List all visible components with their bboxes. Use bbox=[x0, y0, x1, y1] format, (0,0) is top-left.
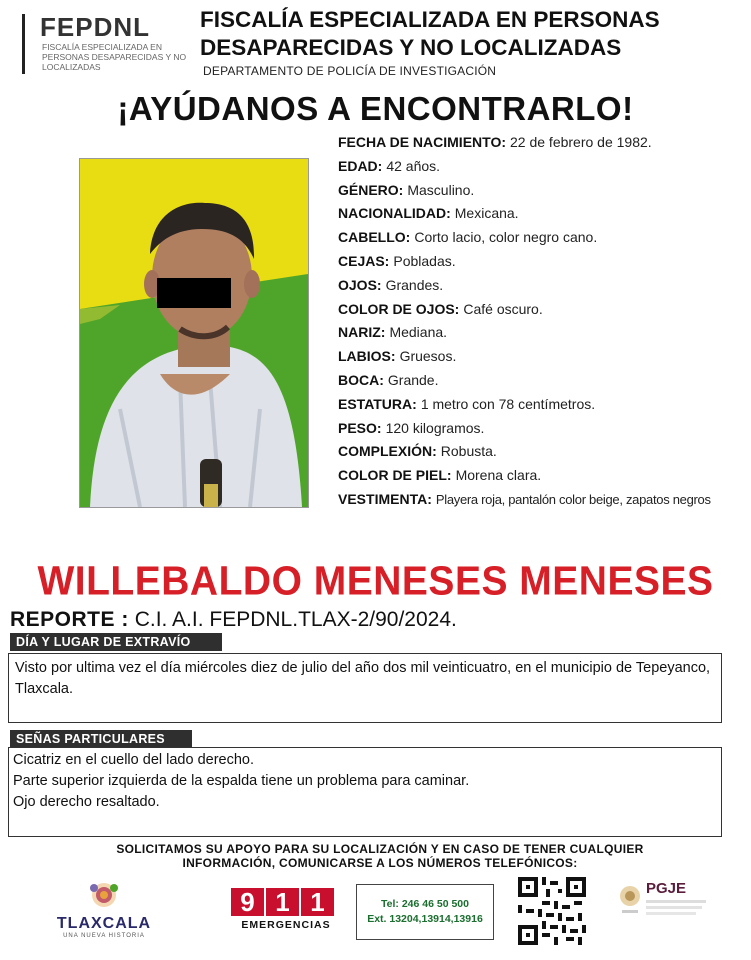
marks-label: SEÑAS PARTICULARES bbox=[10, 730, 192, 748]
mark-line: Cicatriz en el cuello del lado derecho. bbox=[13, 752, 254, 768]
pgje-word: PGJE bbox=[646, 880, 687, 897]
person-photo-illustration bbox=[80, 159, 308, 507]
pgje-logo bbox=[618, 880, 718, 936]
detail-eyebrows: CEJAS: Pobladas. bbox=[338, 252, 456, 269]
emergency-digit: 1 bbox=[266, 888, 299, 916]
emergency-digit: 1 bbox=[301, 888, 334, 916]
disappearance-label: DÍA Y LUGAR DE EXTRAVÍO bbox=[10, 633, 222, 651]
contact-request-line1: SOLICITAMOS SU APOYO PARA SU LOCALIZACIÓN Y EN CASO DE TENER CUALQUIER bbox=[116, 842, 644, 856]
contact-request-line2: INFORMACIÓN, COMUNICARSE A LOS NÚMEROS TELEFÓNICOS: bbox=[182, 856, 578, 870]
tlaxcala-tagline: UNA NUEVA HISTORIA bbox=[63, 933, 145, 939]
emergency-digit: 9 bbox=[231, 888, 264, 916]
detail-lips: LABIOS: Gruesos. bbox=[338, 348, 457, 365]
headline: ¡AYÚDANOS A ENCONTRARLO! bbox=[117, 90, 634, 127]
logo-divider bbox=[22, 14, 25, 74]
mark-line: Ojo derecho resaltado. bbox=[13, 794, 160, 810]
emergency-word: EMERGENCIAS bbox=[241, 919, 331, 931]
detail-nationality: NACIONALIDAD: Mexicana. bbox=[338, 205, 519, 222]
qr-code-icon bbox=[518, 877, 586, 945]
logo-subtitle: FISCALÍA ESPECIALIZADA EN PERSONAS DESAPARECIDAS Y NO LOCALIZADAS bbox=[42, 42, 187, 72]
detail-nose: NARIZ: Mediana. bbox=[338, 324, 448, 341]
agency-header bbox=[200, 6, 740, 62]
mark-line: Parte superior izquierda de la espalda tiene un problema para caminar. bbox=[13, 773, 470, 789]
detail-skin-color: COLOR DE PIEL: Morena clara. bbox=[338, 467, 542, 484]
detail-weight: PESO: 120 kilogramos. bbox=[338, 419, 485, 436]
report-label: REPORTE : bbox=[10, 608, 129, 631]
report-value: C.I. A.I. FEPDNL.TLAX-2/90/2024. bbox=[134, 608, 457, 631]
logo-title: FEPDNL bbox=[40, 12, 150, 42]
person-photo bbox=[79, 158, 309, 508]
detail-gender: GÉNERO: Masculino. bbox=[338, 181, 475, 198]
detail-eye-color: COLOR DE OJOS: Café oscuro. bbox=[338, 300, 543, 317]
detail-age: EDAD: 42 años. bbox=[338, 157, 441, 174]
agency-header-line2: DESAPARECIDAS Y NO LOCALIZADAS bbox=[200, 35, 622, 60]
phone-extensions: Ext. 13204,13914,13916 bbox=[367, 913, 483, 925]
detail-build: COMPLEXIÓN: Robusta. bbox=[338, 443, 497, 460]
phone-box bbox=[356, 884, 494, 940]
tlaxcala-word: TLAXCALA bbox=[56, 915, 152, 932]
qr-code[interactable] bbox=[518, 877, 586, 945]
pgje-line bbox=[646, 900, 706, 903]
detail-clothing: VESTIMENTA: Playera roja, pantalón color beige, zapatos negros bbox=[338, 490, 711, 507]
disappearance-text: Visto por ultima vez el día miércoles diez de julio del año dos mil veinticuatro, en el municipio de Tepeyanco, Tlaxcala. bbox=[15, 660, 711, 697]
detail-eyes: OJOS: Grandes. bbox=[338, 276, 444, 293]
contact-request bbox=[40, 842, 720, 870]
detail-hair: CABELLO: Corto lacio, color negro cano. bbox=[338, 229, 598, 246]
tlaxcala-logo bbox=[44, 880, 164, 940]
department-name: DEPARTAMENTO DE POLICÍA DE INVESTIGACIÓN bbox=[203, 64, 497, 78]
pgje-line bbox=[646, 906, 702, 909]
detail-height: ESTATURA: 1 metro con 78 centímetros. bbox=[338, 395, 596, 412]
tlaxcala-emblem-icon bbox=[84, 880, 124, 910]
marks-box bbox=[8, 747, 722, 837]
disappearance-box bbox=[8, 653, 722, 723]
emergency-911-logo bbox=[231, 888, 341, 936]
detail-mouth: BOCA: Grande. bbox=[338, 371, 439, 388]
pgje-line bbox=[646, 912, 696, 915]
pgje-emblem-icon bbox=[618, 882, 642, 922]
emergency-digits bbox=[231, 888, 341, 916]
report-number bbox=[10, 608, 457, 632]
agency-header-line1: FISCALÍA ESPECIALIZADA EN PERSONAS bbox=[200, 7, 660, 32]
person-details bbox=[338, 131, 748, 512]
detail-birthdate: FECHA DE NACIMIENTO: 22 de febrero de 1982. bbox=[338, 134, 652, 150]
person-name: WILLEBALDO MENESES MENESES bbox=[37, 558, 714, 605]
phone-number: Tel: 246 46 50 500 bbox=[381, 898, 469, 910]
